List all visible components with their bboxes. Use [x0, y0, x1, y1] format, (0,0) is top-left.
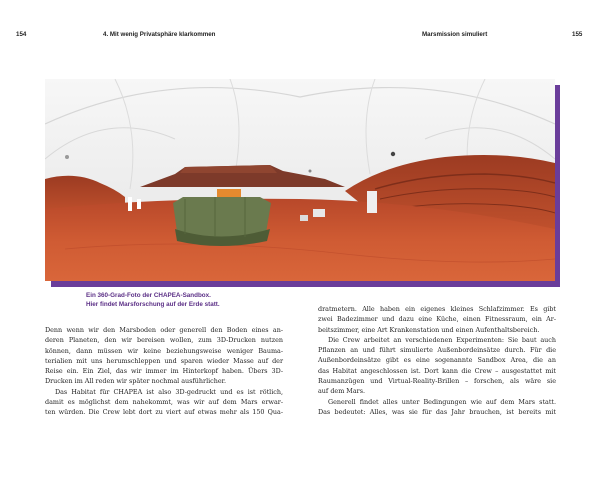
body-line: auf dem Mars. — [318, 387, 366, 396]
body-line: Außenbordeinsätze gibt es eine sogenannte Sandbox Area, die an — [318, 356, 556, 365]
page-number-left: 154 — [16, 31, 27, 38]
body-line: ten würden. Die Crew lebt dort zu viert auf etwas mehr als 150 Qua- — [45, 408, 283, 417]
body-line: Drucken im All reden wir später nochmal ausführlicher. — [45, 377, 227, 386]
section-title: Marsmission simuliert — [422, 31, 488, 38]
body-line: Das bedeutet: Alles, was sie für das Jahr brauchen, ist bereits mit — [318, 407, 556, 416]
body-line: Denn wenn wir den Marsboden oder generell den Boden eines an- — [45, 326, 283, 334]
body-line: terialien mit uns herumschleppen und sparen wieder Masse auf der — [45, 356, 283, 365]
body-line: das Habitat angeschlossen ist. Dort kann die Crew – ausgestattet mit — [318, 366, 556, 375]
body-line: Generell findet alles unter Bedingungen wie auf dem Mars statt. — [328, 397, 556, 406]
right-text-column — [318, 304, 556, 417]
caption-line-2: Hier findet Marsforschung auf der Erde statt. — [86, 300, 220, 308]
body-line: Pflanzen an und führt simulierte Außenbordeinsätze durch. Für die — [318, 346, 556, 355]
page-number-right: 155 — [572, 31, 583, 38]
panorama-photo — [45, 79, 555, 281]
panorama-image — [45, 79, 555, 281]
body-line: zwei Badezimmer und dazu eine Küche, einen Fitnessraum, ein Ar- — [318, 315, 556, 324]
body-line: können, dann müssen wir keine beziehungsweise weniger Bauma- — [45, 346, 283, 355]
body-line: Raumanzügen und Virtual-Reality-Brillen – forschen, als wäre sie — [318, 377, 556, 386]
photo-caption — [86, 292, 286, 309]
body-line: deren Planeten, den wir bereisen wollen, zum 3D-Drucken nutzen — [45, 336, 283, 345]
chapter-title: 4. Mit wenig Privatsphäre klarkommen — [103, 31, 216, 38]
caption-line-1: Ein 360-Grad-Foto der CHAPEA-Sandbox. — [86, 292, 211, 299]
body-line: Das Habitat für CHAPEA ist also 3D-gedruckt und es ist rötlich, — [55, 387, 283, 396]
body-line: Reise ein. Ein Ziel, das wir immer im Hinterkopf haben. Übers 3D- — [45, 367, 283, 376]
left-text-column — [45, 325, 283, 418]
body-line: damit es möglichst dem nahekommt, was wir auf dem Mars erwar- — [45, 398, 283, 407]
body-line: beitszimmer, eine Art Krankenstation und einen Aufenthaltsbereich. — [318, 325, 540, 334]
body-line: dratmetern. Alle haben ein eigenes kleines Schlafzimmer. Es gibt — [318, 305, 556, 313]
body-line: Die Crew arbeitet an verschiedenen Experimenten: Sie baut auch — [328, 335, 556, 344]
